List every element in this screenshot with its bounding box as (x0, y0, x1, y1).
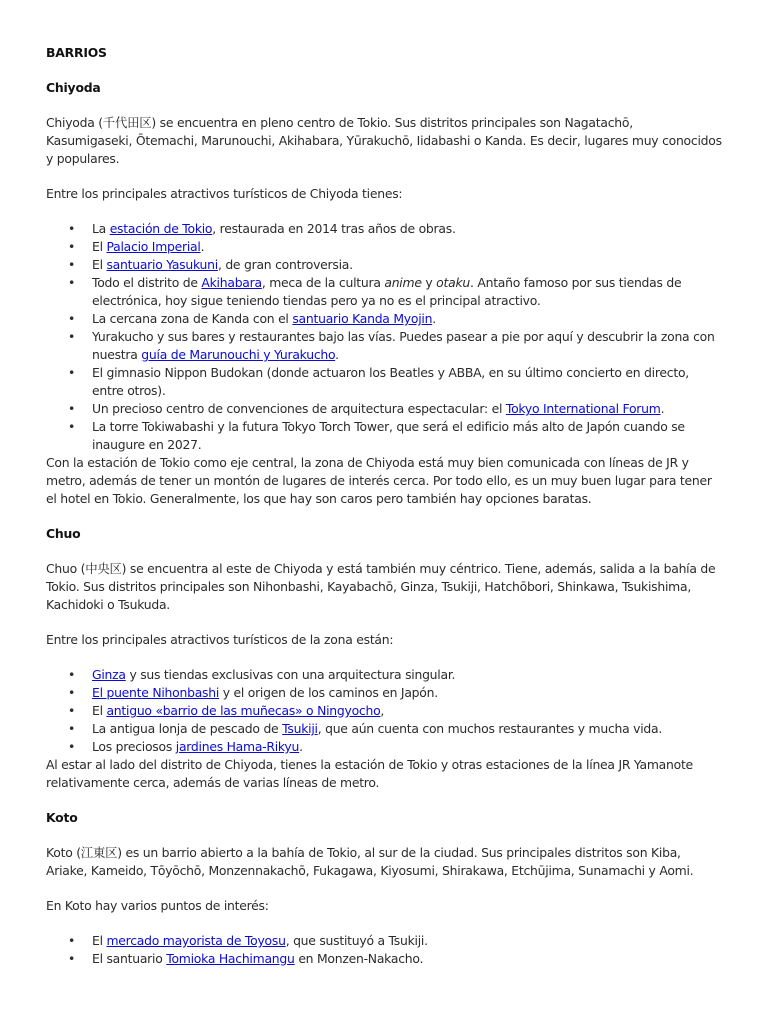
page-title: BARRIOS (46, 45, 107, 60)
link-estacion-tokio[interactable]: estación de Tokio (109, 221, 213, 236)
chiyoda-attractions-list (46, 220, 722, 454)
chuo-intro: Chuo (中央区) se encuentra al este de Chiyoda y está también muy céntrico. Tiene, además, salida a la bahía de Tokio. Sus distritos principales son Nihonbashi, Kayabachō, Ginza, Tsukiji, Hatchōbori, Shinkawa, Tsukishima, Kachidoki o Tsukuda. (46, 561, 716, 612)
list-item: • El gimnasio Nippon Budokan (donde actuaron los Beatles y ABBA, en su último concierto en directo, entre otros). (92, 364, 722, 400)
link-ningyocho[interactable]: antiguo «barrio de las muñecas» o Ningyocho (106, 703, 381, 718)
list-item: • La torre Tokiwabashi y la futura Tokyo Torch Tower, que será el edificio más alto de Japón cuando se inaugure en 2027. (92, 418, 722, 454)
list-item: • El antiguo «barrio de las muñecas» o Ningyocho, (92, 702, 722, 720)
link-guia-marunouchi-yurakucho[interactable]: guía de Marunouchi y Yurakucho (141, 347, 336, 362)
chiyoda-closing: Con la estación de Tokio como eje central, la zona de Chiyoda está muy bien comunicada con líneas de JR y metro, además de tener un montón de lugares de interés cerca. Por todo ello, es un muy buen lugar para tener el hotel en Tokio. Generalmente, los que hay son caros pero también hay opciones baratas. (46, 455, 712, 506)
link-tokyo-international-forum[interactable]: Tokyo International Forum (505, 401, 661, 416)
link-mercado-toyosu[interactable]: mercado mayorista de Toyosu (106, 933, 286, 948)
list-item: • La antigua lonja de pescado de Tsukiji, que aún cuenta con muchos restaurantes y mucha vida. (92, 720, 722, 738)
list-item: • Todo el distrito de Akihabara, meca de la cultura anime y otaku. Antaño famoso por sus tiendas de electrónica, hoy sigue teniendo tiendas pero ya no es el principal atractivo. (92, 274, 722, 310)
list-item: • El Palacio Imperial. (92, 238, 722, 256)
link-jardines-hama-rikyu[interactable]: jardines Hama-Rikyu (175, 739, 300, 754)
link-tomioka-hachimangu[interactable]: Tomioka Hachimangu (166, 951, 295, 966)
chuo-lead: Entre los principales atractivos turísticos de la zona están: (46, 632, 394, 647)
list-item: • El santuario Yasukuni, de gran controversia. (92, 256, 722, 274)
chuo-attractions-list (46, 666, 722, 756)
list-item: • El santuario Tomioka Hachimangu en Monzen-Nakacho. (92, 950, 722, 968)
section-heading-koto: Koto (46, 810, 78, 825)
link-puente-nihonbashi[interactable]: El puente Nihonbashi (92, 685, 220, 700)
list-item: • El mercado mayorista de Toyosu, que sustituyó a Tsukiji. (92, 932, 722, 950)
chiyoda-intro: Chiyoda (千代田区) se encuentra en pleno centro de Tokio. Sus distritos principales son Nagatachō, Kasumigaseki, Ōtemachi, Marunouchi, Akihabara, Yūrakuchō, Iidabashi o Kanda. Es decir, lugares muy conocidos y populares. (46, 115, 722, 166)
list-item: • Yurakucho y sus bares y restaurantes bajo las vías. Puedes pasear a pie por aquí y descubrir la zona con nuestra guía de Marunouchi y Yurakucho. (92, 328, 722, 364)
link-tsukiji[interactable]: Tsukiji (282, 721, 318, 736)
link-santuario-yasukuni[interactable]: santuario Yasukuni (106, 257, 218, 272)
link-santuario-kanda-myojin[interactable]: santuario Kanda Myojin (292, 311, 433, 326)
chiyoda-lead: Entre los principales atractivos turísticos de Chiyoda tienes: (46, 186, 403, 201)
list-item: • Un precioso centro de convenciones de arquitectura espectacular: el Tokyo International Forum. (92, 400, 722, 418)
list-item: • El puente Nihonbashi y el origen de los caminos en Japón. (92, 684, 722, 702)
koto-attractions-list (46, 932, 722, 968)
list-item: • Ginza y sus tiendas exclusivas con una arquitectura singular. (92, 666, 722, 684)
section-heading-chuo: Chuo (46, 526, 81, 541)
section-heading-chiyoda: Chiyoda (46, 80, 101, 95)
list-item: • Los preciosos jardines Hama-Rikyu. (92, 738, 722, 756)
list-item: • La cercana zona de Kanda con el santuario Kanda Myojin. (92, 310, 722, 328)
chuo-closing: Al estar al lado del distrito de Chiyoda, tienes la estación de Tokio y otras estaciones de la línea JR Yamanote relativamente cerca, además de varias líneas de metro. (46, 757, 693, 790)
koto-intro: Koto (江東区) es un barrio abierto a la bahía de Tokio, al sur de la ciudad. Sus principales distritos son Kiba, Ariake, Kameido, Tōyōchō, Monzennakachō, Fukagawa, Kiyosumi, Shirakawa, Etchūjima, Sunamachi y Aomi. (46, 845, 694, 878)
link-palacio-imperial[interactable]: Palacio Imperial (106, 239, 201, 254)
list-item: • La estación de Tokio, restaurada en 2014 tras años de obras. (92, 220, 722, 238)
link-ginza[interactable]: Ginza (92, 667, 126, 682)
link-akihabara[interactable]: Akihabara (201, 275, 262, 290)
koto-lead: En Koto hay varios puntos de interés: (46, 898, 269, 913)
